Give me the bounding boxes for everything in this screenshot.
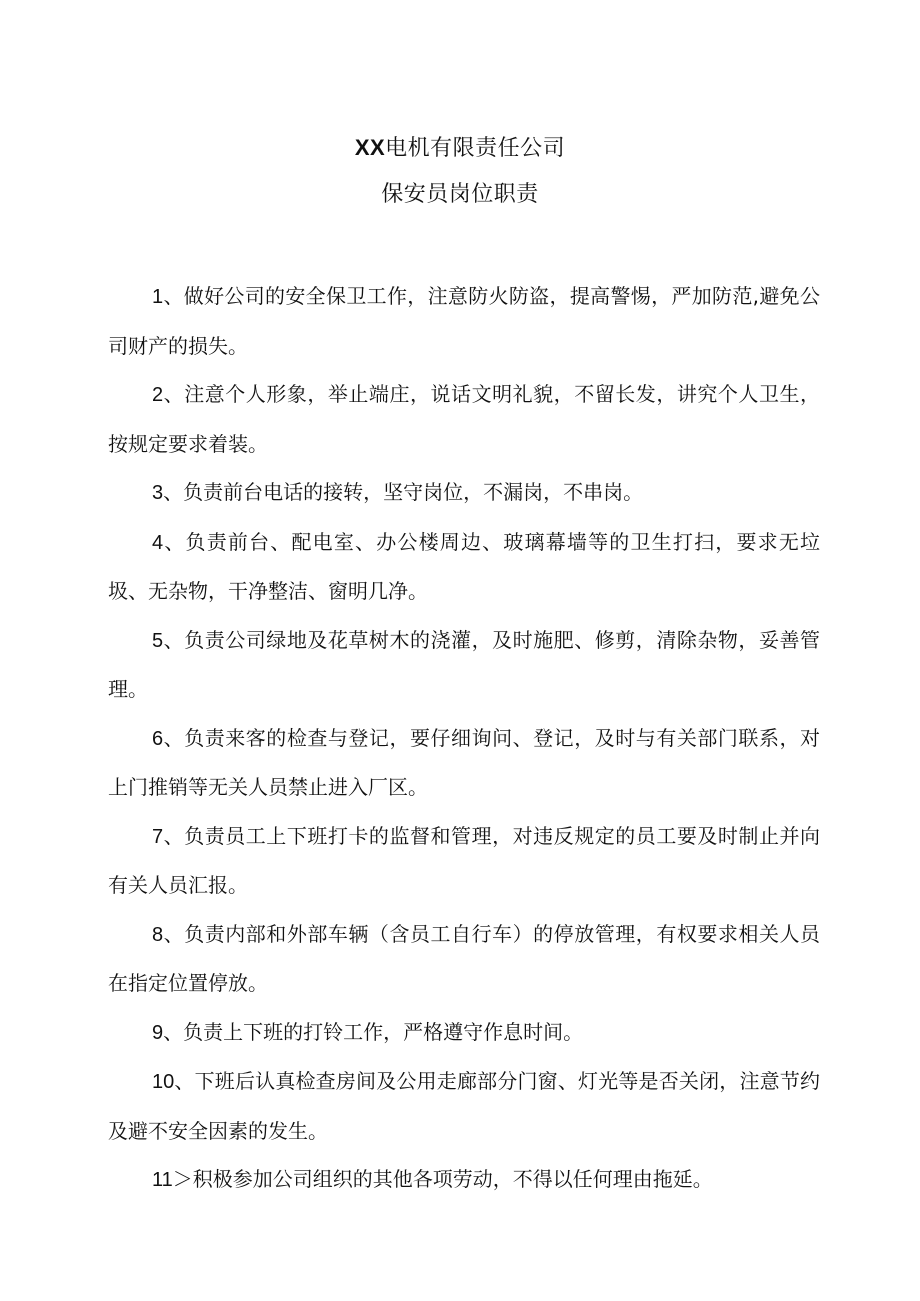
- duty-list: [108, 272, 820, 1205]
- duty-text: 负责内部和外部车辆（含员工自行车）的停放管理，有权要求相关人员在指定位置停放。: [108, 921, 821, 995]
- duty-item-2: [108, 370, 820, 468]
- duty-number: 5: [152, 629, 164, 652]
- duty-text: 积极参加公司组织的其他各项劳动，不得以任何理由拖延。: [192, 1167, 713, 1191]
- duty-separator: 、: [163, 921, 185, 946]
- duty-item-11: [108, 1155, 820, 1205]
- company-prefix: XX: [354, 135, 386, 160]
- duty-separator: 、: [163, 480, 184, 504]
- duty-number: 9: [152, 1021, 164, 1044]
- duty-separator: 、: [163, 627, 185, 652]
- document-header: [0, 128, 920, 215]
- duty-text: 负责前台电话的接转，坚守岗位，不漏岗，不串岗。: [183, 480, 644, 504]
- duty-number: 7: [152, 825, 164, 848]
- duty-item-5: [108, 616, 820, 714]
- company-name: 电机有限责任公司: [385, 136, 566, 161]
- duty-number: 3: [152, 482, 164, 504]
- duty-separator: 、: [163, 823, 185, 848]
- duty-separator: 、: [163, 1019, 184, 1044]
- duty-number: 8: [152, 923, 164, 946]
- duty-separator: 、: [163, 382, 185, 406]
- duty-separator: 、: [163, 284, 184, 308]
- duty-separator: ＞: [172, 1167, 193, 1191]
- company-title: [0, 128, 920, 168]
- duty-number: 6: [152, 727, 164, 750]
- duty-text: 下班后认真检查房间及公用走廊部分门窗、灯光等是否关闭，注意节约及避不安全因素的发生。: [108, 1069, 820, 1143]
- duty-item-8: [108, 910, 820, 1008]
- duty-separator: 、: [163, 725, 185, 750]
- duty-item-1: [108, 272, 820, 370]
- duty-number: 2: [152, 384, 164, 406]
- document-subtitle: 保安员岗位职责: [381, 182, 539, 207]
- duty-text: 负责来客的检查与登记，要仔细询问、登记，及时与有关部门联系，对上门推销等无关人员禁止进入厂区。: [108, 725, 821, 799]
- duty-text: 负责上下班的打铃工作，严格遵守作息时间。: [183, 1019, 584, 1044]
- duty-text: 负责公司绿地及花草树木的浇灌，及时施肥、修剪，清除杂物，妥善管理。: [108, 627, 821, 701]
- duty-number: 11: [152, 1169, 173, 1191]
- duty-separator: 、: [163, 529, 186, 554]
- duty-number: 1: [152, 286, 164, 308]
- duty-number: 4: [152, 531, 164, 554]
- duty-text: 注意个人形象，举止端庄，说话文明礼貌，不留长发，讲究个人卫生，按规定要求着装。: [108, 382, 821, 456]
- duty-text: 负责员工上下班打卡的监督和管理，对违反规定的员工要及时制止并向有关人员汇报。: [108, 823, 821, 897]
- duty-item-10: [108, 1057, 820, 1155]
- duty-item-7: [108, 812, 820, 910]
- duty-number: 10: [152, 1071, 175, 1093]
- duty-text: 负责前台、配电室、办公楼周边、玻璃幕墙等的卫生打扫，要求无垃圾、无杂物，干净整洁、窗明几净。: [108, 529, 821, 603]
- duty-text: 做好公司的安全保卫工作，注意防火防盗，提高警惕，严加防范,避免公司财产的损失。: [108, 284, 821, 358]
- duty-item-6: [108, 714, 820, 812]
- duty-separator: 、: [174, 1069, 195, 1093]
- duty-item-9: [108, 1008, 820, 1058]
- duty-item-3: [108, 468, 820, 518]
- duty-item-4: [108, 518, 820, 616]
